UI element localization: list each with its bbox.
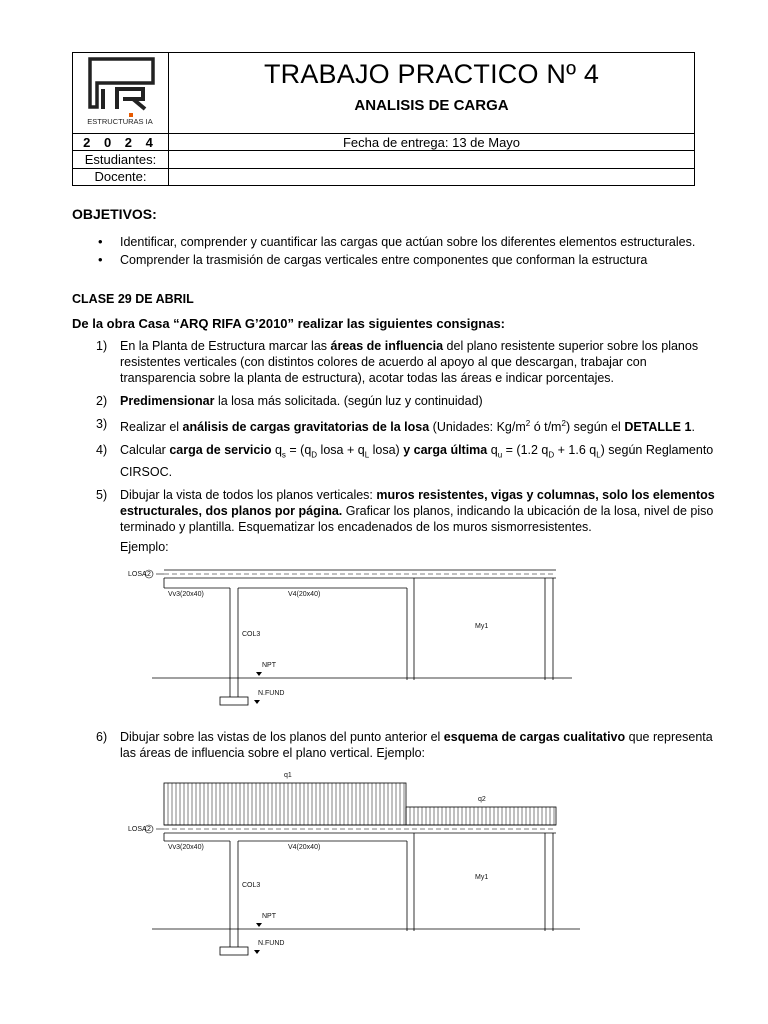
muro-label: My1	[475, 874, 489, 881]
consignas-list-2	[96, 729, 716, 768]
nfund-label: N.FUND	[258, 690, 285, 697]
docente-value	[169, 168, 695, 185]
level-marker-icon	[256, 672, 262, 676]
col-label: COL3	[242, 631, 261, 638]
level-marker-icon	[254, 950, 260, 954]
elevation-figure-1	[120, 562, 575, 710]
svg-text:ESTRUCTURAS IA: ESTRUCTURAS IA	[87, 117, 153, 126]
logo-cell	[73, 53, 169, 134]
ejemplo-label: Ejemplo:	[120, 540, 169, 554]
estudiantes-value	[169, 151, 695, 168]
losa-number: 2	[147, 826, 151, 833]
consigna-1: 1) En la Planta de Estructura marcar las áreas de influencia del plano resistente superior sobre los planos resistentes verticales (con distintos colores de acuerdo al apoyo al que descargan, trabajar con transparencia sobre la planta de estructura), acotar todas las áreas e indicar porcentajes.	[96, 339, 699, 385]
docente-label: Docente:	[73, 168, 169, 185]
level-marker-icon	[256, 923, 262, 927]
logo-icon	[73, 53, 168, 129]
load-diagram-q2	[406, 807, 556, 825]
consigna-6: 6) Dibujar sobre las vistas de los planos del punto anterior el esquema de cargas cualitativo que representa las áreas de influencia sobre el plano vertical. Ejemplo:	[96, 730, 713, 760]
year-cell	[73, 134, 169, 151]
consigna-3: 3) Realizar el análisis de cargas gravitatorias de la losa (Unidades: $Kg/m^2$ ó $t/m^2$) según el DETALLE 1.	[96, 417, 695, 435]
q2-label: q2	[478, 796, 486, 803]
consigna-2: 2) Predimensionar la losa más solicitada. (según luz y continuidad)	[96, 394, 483, 408]
fecha-cell: Fecha de entrega: 13 de Mayo	[169, 134, 695, 151]
bullet-item: • Identificar, comprender y cuantificar las cargas que actúan sobre los diferentes elementos estructurales.	[92, 234, 712, 250]
q1-label: q1	[284, 772, 292, 779]
load-diagram-q1	[164, 783, 406, 825]
muro-label: My1	[475, 623, 489, 630]
viga-label-2: V4(20x40)	[288, 591, 321, 598]
header-table	[72, 52, 695, 186]
year: 2 0 2 4	[83, 134, 158, 150]
col-label: COL3	[242, 882, 261, 889]
page-subtitle: ANALISIS DE CARGA	[354, 97, 509, 114]
viga-label-2: V4(20x40)	[288, 844, 321, 851]
viga-label-1: Vv3(20x40)	[168, 844, 204, 851]
npt-label: NPT	[262, 913, 276, 920]
consigna-5: 5) Dibujar la vista de todos los planos verticales: muros resistentes, vigas y columnas, solo los elementos estructurales, dos planos por página. Graficar los planos, indicando la ubicación de la losa, nivel de piso terminado y plantilla. Esquematizar los encadenados de los muros sismorresistentes.	[96, 487, 715, 534]
bullet-item: • Comprender la trasmisión de cargas verticales entre componentes que conforman la estructura	[92, 252, 712, 268]
consigna-4: 4) Calcular carga de servicio $q_s = (q_D$ losa + $q_L$ losa) y carga última $q_u = (1.2$ $q_D + 1.6$ $q_L$) según Reglamento CIRSOC.	[96, 443, 714, 479]
title-cell	[169, 53, 695, 134]
losa-label: LOSA	[128, 571, 147, 578]
npt-label: NPT	[262, 662, 276, 669]
clase-heading: CLASE 29 DE ABRIL	[72, 292, 194, 306]
losa-number: 2	[147, 571, 151, 578]
estudiantes-label: Estudiantes:	[73, 151, 169, 168]
objetivos-list	[92, 234, 712, 270]
level-marker-icon	[254, 700, 260, 704]
objetivos-title: OBJETIVOS:	[72, 206, 157, 222]
nfund-label: N.FUND	[258, 940, 285, 947]
consignas-list	[96, 338, 716, 542]
elevation-figure-2	[120, 765, 590, 965]
viga-label-1: Vv3(20x40)	[168, 591, 204, 598]
obra-heading: De la obra Casa “ARQ RIFA G’2010” realizar las siguientes consignas:	[72, 316, 506, 331]
losa-label: LOSA	[128, 826, 147, 833]
page-title: TRABAJO PRACTICO Nº 4	[263, 59, 600, 89]
